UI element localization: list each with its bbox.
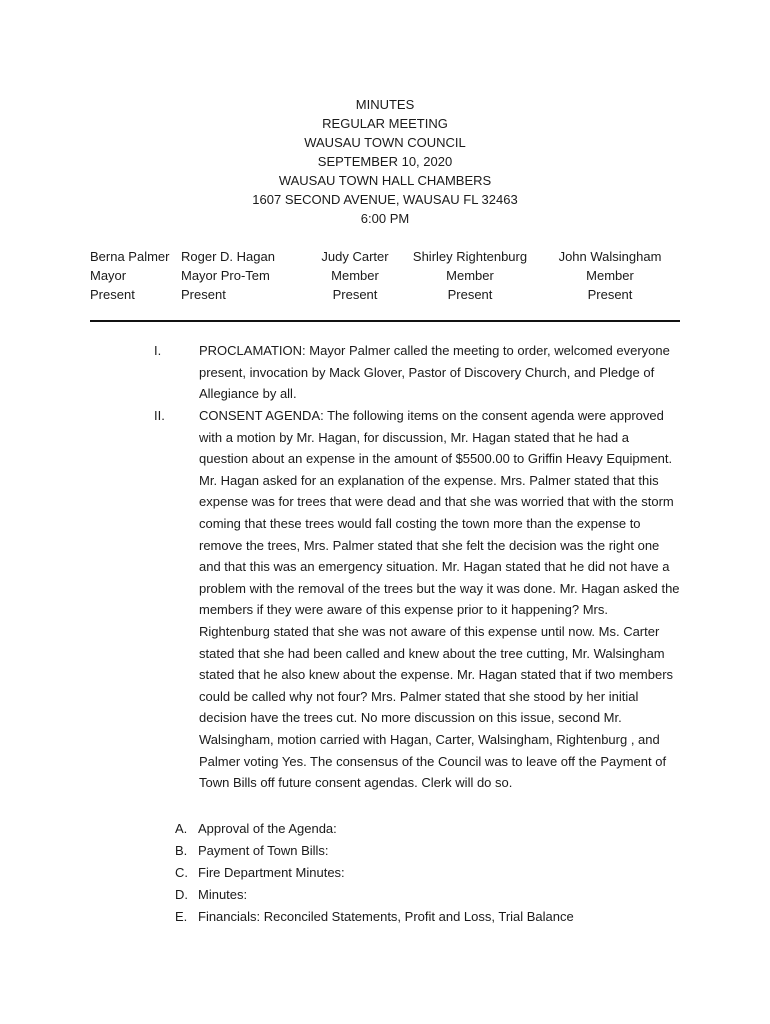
sub-item-approval-of-agenda [175,818,680,840]
item-text: PROCLAMATION: Mayor Palmer called the meeting to order, welcomed everyone present, invocation by Mack Glover, Pastor of Discovery Church, and Pledge of Allegiance by all. [199,343,670,402]
sub-item-text: Payment of Town Bills: [198,843,329,858]
attendee-walsingham [540,247,680,304]
sub-item-text: Minutes: [198,887,248,902]
sub-item-financials [175,906,680,928]
attendee-role: Member [586,268,634,283]
attendee-status: Present [447,287,493,302]
attendee-role: Member [446,268,494,283]
attendee-name: Shirley Rightenburg [412,249,528,264]
attendee-role: Member [331,268,379,283]
agenda-item-proclamation [150,340,680,405]
attendee-palmer [90,247,169,304]
header-organization: WAUSAU TOWN COUNCIL [304,135,466,150]
header-title: MINUTES [355,97,415,112]
sub-item-text: Financials: Reconciled Statements, Profit and Loss, Trial Balance [198,909,574,924]
attendee-carter [300,247,410,304]
attendee-name: Judy Carter [321,249,389,264]
sub-item-letter: B. [175,843,188,858]
header-time: 6:00 PM [360,211,410,226]
item-text: CONSENT AGENDA: The following items on the consent agenda were approved with a motion by Mr. Hagan, for discussion, Mr. Hagan stated that he had a question about an expense in the amount of $5500.00 to Griffin Heavy Equipment. Mr. Hagan asked for an explanation of the expense. Mrs. Palmer stated that this expense was for trees that were dead and that she was worried that with the storm coming that these trees would fall costing the town more than the expense to remove the trees, Mrs. Palmer stated that she felt the decision was the right one and that this was an emergency situation. Mr. Hagan stated that he did not have a problem with the removal of the trees but the way it was done. Mr. Hagan asked the members if they were aware of this expense prior to it happening? Mrs. Rightenburg stated that she was not aware of this expense until now. Ms. Carter stated that she had been called and knew about the tree cutting, Mr. Walsingham stated that he also knew about the expense. Mr. Hagan stated that if two members could be called why not four? Mrs. Palmer stated that she stood by her initial decision have the trees cut. No more discussion on this issue, second Mr. Walsingham, motion carried with Hagan, Carter, Walsingham, Rightenburg , and Palmer voting Yes. The consensus of the Council was to leave off the Payment of Town Bills off future consent agendas. Clerk will do so. [199,408,680,791]
header-meeting-type: REGULAR MEETING [322,116,448,131]
attendee-name: Roger D. Hagan [181,249,275,264]
sub-item-minutes [175,884,680,906]
item-number: I. [154,343,162,358]
header-address: 1607 SECOND AVENUE, WAUSAU FL 32463 [252,192,518,207]
sub-item-letter: C. [175,865,188,880]
sub-item-letter: A. [175,821,188,836]
sub-item-fire-department-minutes [175,862,680,884]
document-header [0,95,770,228]
item-number: II. [154,408,165,423]
sub-item-payment-of-bills [175,840,680,862]
sub-item-letter: D. [175,887,188,902]
attendee-status: Present [181,287,226,302]
attendee-role: Mayor Pro-Tem [181,268,270,283]
header-date: SEPTEMBER 10, 2020 [317,154,453,169]
attendee-rightenburg [400,247,540,304]
attendee-name: John Walsingham [558,249,662,264]
sub-item-text: Approval of the Agenda: [198,821,337,836]
attendee-hagan [181,247,275,304]
attendee-status: Present [587,287,633,302]
agenda-item-consent-agenda [150,405,680,794]
attendee-name: Berna Palmer [90,249,170,264]
attendee-status: Present [90,287,135,302]
attendee-status: Present [332,287,378,302]
sub-item-text: Fire Department Minutes: [198,865,345,880]
sub-item-letter: E. [175,909,188,924]
attendee-role: Mayor [90,268,127,283]
header-location: WAUSAU TOWN HALL CHAMBERS [278,173,492,188]
horizontal-divider [90,320,680,322]
